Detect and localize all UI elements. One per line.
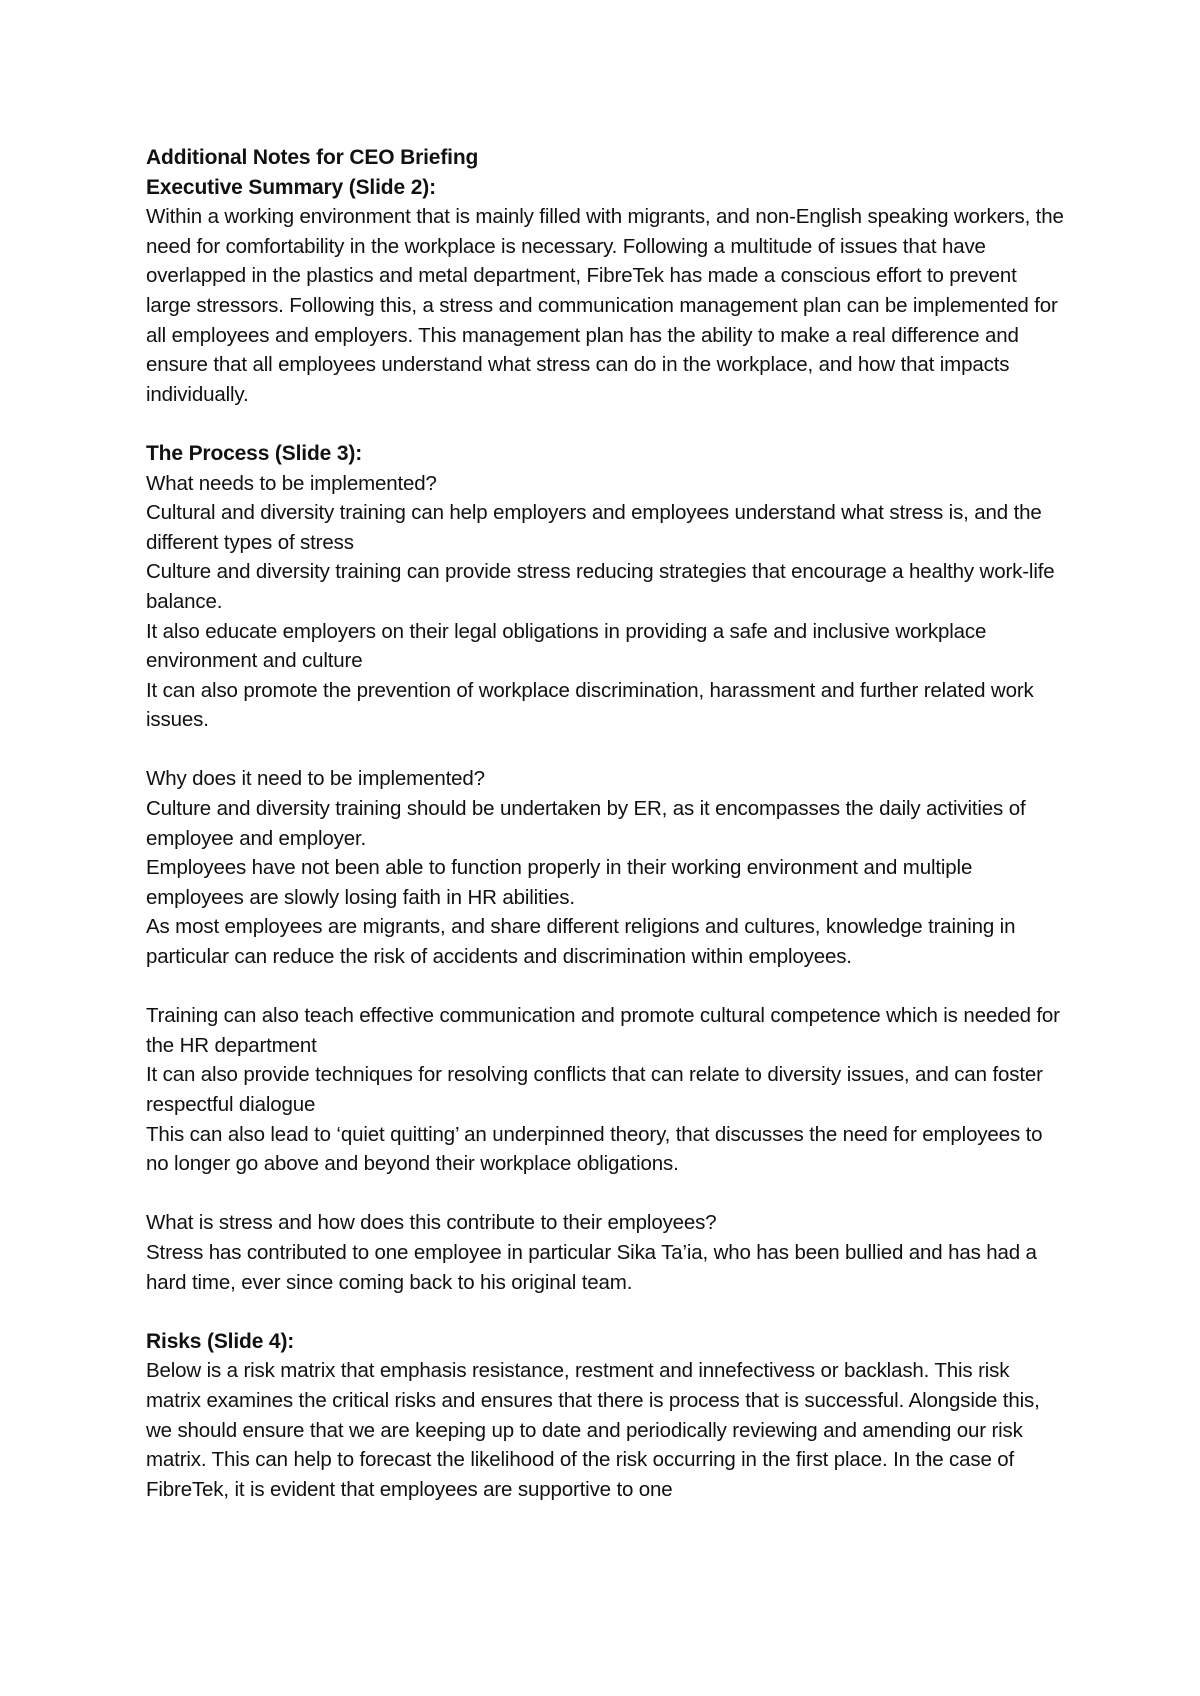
process-line: Stress has contributed to one employee in particular Sika Ta’ia, who has been bullied and has had a hard time, ever since coming back to his original team. [146,1240,1043,1294]
spacer [146,735,1066,765]
process-question-what: What needs to be implemented? [146,471,437,495]
document-title: Additional Notes for CEO Briefing [146,146,479,169]
process-line: Culture and diversity training should be undertaken by ER, as it encompasses the daily activities of employee and employer. [146,797,1032,850]
executive-summary-heading: Executive Summary (Slide 2): [146,175,436,199]
process-line: It can also promote the prevention of workplace discrimination, harassment and further related work issues. [146,678,1040,732]
process-line: Training can also teach effective communication and promote cultural competence which is needed for the HR department [146,1004,1066,1057]
process-question-stress: What is stress and how does this contribute to their employees? [146,1211,717,1235]
spacer [146,1297,1066,1327]
process-line: Culture and diversity training can provide stress reducing strategies that encourage a healthy work-life balance. [146,560,1061,613]
spacer [146,972,1066,1002]
document-body [146,143,1070,1504]
spacer [146,409,1066,439]
process-line: This can also lead to ‘quiet quitting’ an underpinned theory, that discusses the need for employees to no longer go above and beyond their workplace obligations. [146,1122,1048,1176]
executive-summary-paragraph: Within a working environment that is mainly filled with migrants, and non-English speaking workers, the need for comfortability in the workplace is necessary. Following a multitude of issues that have overlapped in the plastics and metal department, FibreTek has made a conscious effort to prevent large stressors. Following this, a stress and communication management plan can be implemented for all employees and employers. This management plan has the ability to make a real difference and ensure that all employees understand what stress can do in the workplace, and how that impacts individually. [146,205,1070,406]
risks-paragraph: Below is a risk matrix that emphasis resistance, restment and innefectivess or backlash. This risk matrix examines the critical risks and ensures that there is process that is successful. Alongside this, we should ensure that we are keeping up to date and periodically reviewing and amending our risk matrix. This can help to forecast the likelihood of the risk occurring in the first place. In the case of FibreTek, it is evident that employees are supportive to one [146,1359,1046,1501]
process-line: Cultural and diversity training can help employers and employees understand what stress is, and the different types of stress [146,501,1048,554]
risks-heading: Risks (Slide 4): [146,1329,295,1353]
process-heading: The Process (Slide 3): [146,441,363,465]
process-line: It also educate employers on their legal obligations in providing a safe and inclusive workplace environment and culture [146,619,992,673]
process-line: As most employees are migrants, and share different religions and cultures, knowledge training in particular can reduce the risk of accidents and discrimination within employees. [146,915,1021,969]
process-line: It can also provide techniques for resolving conflicts that can relate to diversity issues, and can foster respectful dialogue [146,1063,1049,1116]
process-line: Employees have not been able to function properly in their working environment and multiple employees are slowly losing faith in HR abilities. [146,856,978,909]
spacer [146,1179,1066,1209]
process-question-why: Why does it need to be implemented? [146,767,485,791]
